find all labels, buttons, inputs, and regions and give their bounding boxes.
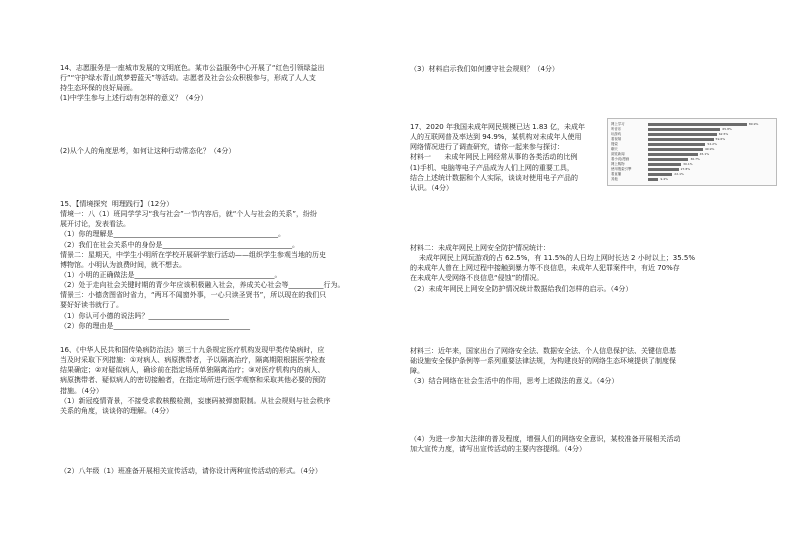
q17-line: 认识。（4分） [410, 183, 453, 192]
chart-category-label: 聊天 [611, 147, 618, 151]
chart-value-label: 89.9% [748, 122, 759, 126]
chart-category-label: 听音乐 [611, 127, 622, 131]
question-17 [410, 122, 605, 193]
chart-bar [648, 123, 747, 126]
q14-sub-2: (2)从个人的角度思考，如何让这种行动常态化？（4分） [60, 147, 236, 155]
q16-line: 结果确定；②对疑似病人，确诊前在指定场所单独隔离治疗；③对医疗机构内的病人、 [60, 366, 325, 375]
chart-bar [648, 143, 705, 146]
m2-line: 的未成年人曾在上网过程中接触到暴力等不良信息，未成年人犯罪案件中，有近 70%存 [410, 264, 680, 273]
question-15 [60, 199, 390, 331]
q17-line: 人的互联网普及率达到 94.9%，某机构对未成年人使用 [410, 133, 582, 142]
material-2 [410, 243, 740, 294]
q-top-line: （3）材料启示我们如何遵守社会规则？（4分） [410, 65, 559, 73]
m3-line: 材料三：近年来，国家出台了网络安全法、数据安全法、个人信息保护法、关键信息基 [410, 347, 676, 355]
q17-line: 材料一 未成年网民上网经常从事的各类活动的比例 [410, 153, 578, 162]
chart-row [608, 157, 776, 161]
material-3 [410, 346, 740, 387]
chart-category-label: 搜索 [611, 142, 618, 146]
chart-row [608, 167, 776, 171]
q15-line: （2）你的理由是_______________________________________ [60, 321, 250, 330]
q14-line: 14、志愿服务是一座城市发展的文明底色。某市公益服务中心开展了“红色引领绿益出 [60, 64, 325, 72]
m2-line: 未成年网民上网玩游戏的占 62.5%，有 11.5%的人日均上网时长达 2 小时以上；35.5% [410, 254, 695, 263]
q15-line: 要好好读书就行了。 [60, 301, 123, 310]
chart-row [608, 137, 776, 141]
question-3-top [410, 64, 740, 74]
chart-row [608, 127, 776, 131]
chart-value-label: 36.7% [690, 157, 700, 161]
chart-bar [648, 128, 720, 131]
chart-category-label: 使用搜索引擎 [611, 167, 632, 171]
q15-line: （2）处于走向社会关键时期的青少年应该积极融入社会，养成关心社会等__________行为。 [60, 281, 345, 290]
question-14 [60, 63, 390, 104]
chart-bar [648, 148, 703, 151]
q4-line: （4）为进一步加大法律的普及程度，增强人们的网络安全意识，某校准备开展相关活动 [410, 435, 681, 443]
chart-value-label: 65.8% [722, 127, 732, 131]
question-14-2 [60, 146, 390, 156]
m3-line: 础设施安全保护条例等一系列重要法律法规，为构建良好的网络生态环境提供了制度保 [410, 357, 676, 366]
q14-line: 行”“守护绿水青山筑梦碧蓝天”等活动。志愿者及社会公众积极参与，形成了人人支 [60, 74, 316, 83]
chart-category-label: 浏览新闻 [611, 152, 625, 156]
chart-category-label: 看小说/漫画 [611, 157, 630, 161]
chart-bar [648, 178, 658, 181]
m2-line: 材料二：未成年网民上网安全防护情况统计： [410, 244, 550, 252]
chart-value-label: 59.6% [715, 137, 726, 141]
chart-value-label: 62.5% [718, 132, 729, 136]
question-16-2 [60, 466, 390, 476]
chart-row [608, 152, 776, 156]
chart-row [608, 132, 776, 136]
q15-line: （1）小明的正确做法是________________________________________。 [60, 270, 282, 279]
q14-line: (1)中学生参与上述行动有怎样的意义？（4分） [60, 94, 208, 103]
q16-line: 关系的角度，谈谈你的理解。（4分） [60, 406, 173, 415]
chart-row [608, 177, 776, 181]
q15-line: 博物馆。小明认为浪费时间，就不想去。 [60, 260, 186, 269]
chart-category-label: 玩游戏 [611, 132, 622, 136]
question-16 [60, 345, 390, 416]
chart-category-label: 看视频 [611, 137, 622, 141]
chart-bar [648, 138, 714, 141]
q15-line: （1）你认可小德的说法吗？_______________________ [60, 311, 229, 320]
q15-line: （1）你的理解是_______________________________________________。 [60, 230, 285, 239]
q16-line: 措施。（4分） [60, 386, 103, 395]
q16-sub-2: （2）八年级（1）班准备开展相关宣传活动，请你设计两种宣传活动的形式。（4分） [60, 467, 322, 475]
chart-value-label: 27.8% [680, 167, 691, 171]
m3-line: （3）结合网络在社会生活中的作用，思考上述做法的意义。（4分） [410, 377, 619, 386]
chart-row [608, 147, 776, 151]
q15-line: 15、【情境探究 明理践行】（12分） [60, 200, 174, 208]
activity-bar-chart [607, 118, 777, 186]
q17-line: 17、2020 年我国未成年网民规模已达 1.83 亿，未成年 [410, 123, 585, 131]
chart-category-label: 其他 [611, 177, 618, 181]
chart-category-label: 看直播 [611, 172, 622, 176]
chart-value-label: 49.9% [704, 147, 715, 151]
chart-value-label: 9.4% [660, 177, 668, 181]
q16-line: （1）新冠疫情背景，不接受求救核酸检测，妄康码被弹窗限制。从社会规则与社会秩序 [60, 396, 331, 405]
chart-category-label: 网上购物 [611, 162, 625, 166]
q15-line: 情境一：八（1）班同学学习“我与社会”一节内容后，就“个人与社会的关系”，纷纷 [60, 210, 317, 219]
q17-line: (1)手机、电脑等电子产品成为人们上网的重要工具， [410, 163, 574, 172]
m2-line: （2）未成年网民上网安全防护情况统计数据给我们怎样的启示。（4分） [410, 284, 633, 293]
question-17-4 [410, 434, 740, 454]
q16-line: 16、《中华人民共和国传染病防治法》第三十九条规定医疗机构发现甲类传染病时，应 [60, 346, 325, 354]
chart-category-label: 网上学习 [611, 122, 625, 126]
chart-bar [648, 163, 681, 166]
q15-line: （2）我们在社会关系中的身份是_____________________________________。 [60, 240, 299, 249]
q16-line: 病原携带者、疑似病人的密切接触者，在指定场所进行医学观察和采取其他必要的预防 [60, 376, 326, 385]
q15-line: 展开讨论，发表看法。 [60, 220, 130, 229]
m3-line: 障。 [410, 367, 424, 376]
q4-line: 加大宣传力度，请写出宣传活动的主要内容提纲。（4分） [410, 445, 586, 454]
chart-row [608, 172, 776, 176]
chart-bar [648, 133, 717, 136]
chart-row [608, 142, 776, 146]
chart-bar [648, 153, 698, 156]
q17-line: 网络情况进行了调查研究，请你一起来参与探讨： [410, 143, 564, 152]
chart-bar [648, 158, 688, 161]
chart-value-label: 52.2% [707, 142, 717, 146]
chart-row [608, 162, 776, 166]
chart-value-label: 22.1% [674, 172, 684, 176]
q17-line: 结合上述统计数据和个人实际，谈谈对使用电子产品的 [410, 173, 578, 182]
q15-line: 情景二：星期天，中学生小明所在学校开展研学旅行活动——组织学生参观当地的历史 [60, 250, 326, 259]
m2-line: 在未成年人受网络不良信息“侵蚀”的情况。 [410, 274, 544, 283]
q16-line: 当及时采取下列措施：①对病人、病原携带者，予以隔离治疗，隔离期限根据医学检查 [60, 356, 326, 365]
chart-value-label: 45.1% [699, 152, 710, 156]
chart-value-label: 30.1% [683, 162, 693, 166]
q15-line: 情景三：小德贪图省时省力，“两耳不闻窗外事，一心只读圣贤书”，所以现在的我们只 [60, 291, 327, 300]
chart-bar [648, 168, 679, 171]
chart-bar [648, 173, 672, 176]
chart-row [608, 122, 776, 126]
q14-line: 持生态环保的良好局面。 [60, 84, 137, 93]
